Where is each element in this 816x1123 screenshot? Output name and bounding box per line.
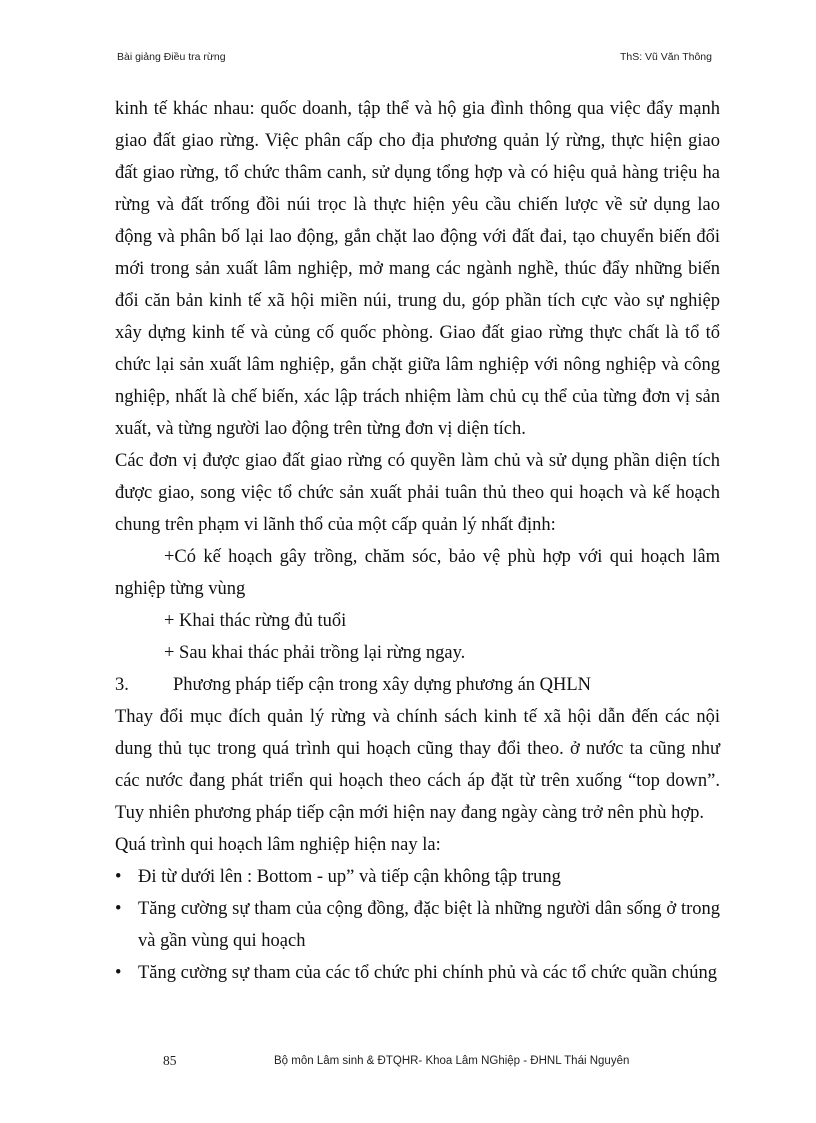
page-body <box>115 93 720 989</box>
list-item-text: Tăng cường sự tham của cộng đồng, đặc biệt là những người dân sống ở trong và gần vùng qui hoạch <box>138 899 720 951</box>
list-item-text: Đi từ dưới lên : Bottom - up” và tiếp cận không tập trung <box>138 867 561 887</box>
header-author: ThS: Vũ Văn Thông <box>619 51 712 63</box>
header-course-title: Bài giảng Điều tra rừng <box>117 51 226 63</box>
footer-department: Bộ môn Lâm sinh & ĐTQHR- Khoa Lâm NGhiệp - ĐHNL Thái Nguyên <box>274 1055 630 1067</box>
bullet-icon: • <box>115 963 122 983</box>
list-item-text: Tăng cường sự tham của các tổ chức phi chính phủ và các tổ chức quần chúng <box>138 963 717 983</box>
section-title: Phương pháp tiếp cận trong xây dựng phương án QHLN <box>173 675 592 695</box>
bullet-icon: • <box>115 899 122 919</box>
section-heading <box>115 669 720 701</box>
page-number: 85 <box>163 1053 177 1068</box>
list-item <box>115 861 720 893</box>
section-number: 3. <box>115 675 129 695</box>
list-item <box>115 893 720 957</box>
bullet-list <box>115 861 720 989</box>
paragraph-forest-allocation: kinh tế khác nhau: quốc doanh, tập thể và hộ gia đình thông qua việc đẩy mạnh giao đất giao rừng. Việc phân cấp cho địa phương quản lý rừng, thực hiện giao đất giao rừng, tổ chức thâm canh, sử dụng tổng hợp và có hiệu quả hàng triệu ha rừng và đất trống đồi núi trọc là thực hiện yêu cầu chiến lược về sử dụng lao động và phân bố lại lao động, gắn chặt lao động với đất đai, tạo chuyển biến đổi mới trong sản xuất lâm nghiệp, mở mang các ngành nghề, thúc đẩy những biến đổi căn bản kinh tế xã hội miền núi, trung du, góp phần tích cực vào sự nghiệp xây dựng kinh tế và củng cố quốc phòng. Giao đất giao rừng thực chất là tổ tổ chức lại sản xuất lâm nghiệp, gắn chặt giữa lâm nghiệp với nông nghiệp và công nghiệp, nhất là chế biến, xác lập trách nhiệm làm chủ cụ thể của từng đơn vị sản xuất, và từng người lao động trên từng đơn vị diện tích. <box>115 99 720 439</box>
bullet-icon: • <box>115 867 122 887</box>
paragraph-allocated-units: Các đơn vị được giao đất giao rừng có quyền làm chủ và sử dụng phần diện tích được giao, song việc tổ chức sản xuất phải tuân thủ theo qui hoạch và kế hoạch chung trên phạm vi lãnh thổ của một cấp quản lý nhất định: <box>115 451 720 535</box>
plus-item-planting-plan: +Có kế hoạch gây trồng, chăm sóc, bảo vệ phù hợp với qui hoạch lâm nghiệp từng vùng <box>115 547 720 599</box>
paragraph-approach-change: Thay đổi mục đích quản lý rừng và chính sách kinh tế xã hội dẫn đến các nội dung thủ tục trong quá trình qui hoạch cũng thay đổi theo. ở nước ta cũng như các nước đang phát triển qui hoạch theo cách áp đặt từ trên xuống “top down”. Tuy nhiên phương pháp tiếp cận mới hiện nay đang ngày càng trở nên phù hợp. <box>115 707 720 823</box>
paragraph-current-process: Quá trình qui hoạch lâm nghiệp hiện nay la: <box>115 835 441 855</box>
plus-item-harvest-age: + Khai thác rừng đủ tuổi <box>164 611 347 631</box>
list-item <box>115 957 720 989</box>
plus-item-replant: + Sau khai thác phải trồng lại rừng ngay. <box>164 643 466 663</box>
